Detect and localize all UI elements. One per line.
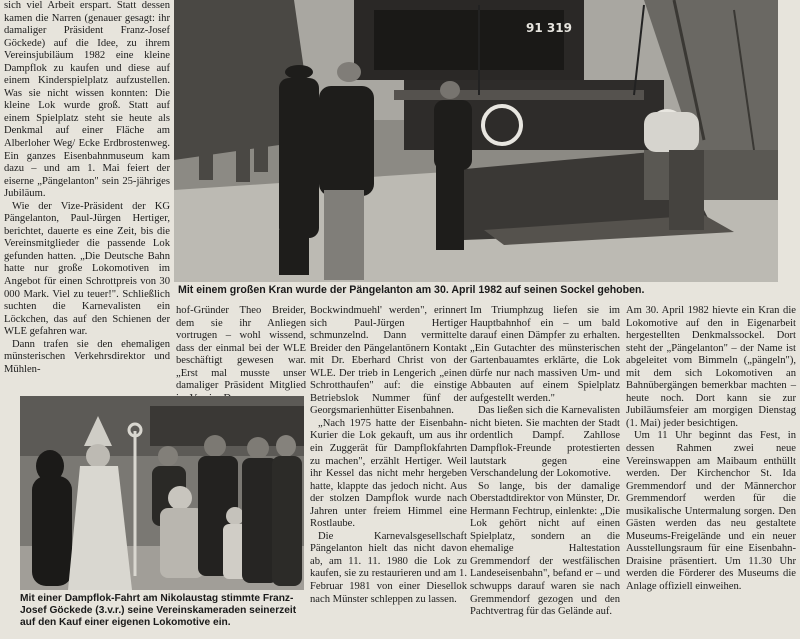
nikolaus-photo (20, 396, 304, 590)
locomotive-number: 91 319 (526, 21, 572, 35)
paragraph: hof-Gründer Theo Breider, dem sie ihr Anliegen vortrugen – wohl wissend, dass der einmal bei der WLE beschäftigt gewesen war. „Erst mal musste unser damaliger Präsident Mitglied (176, 305, 306, 392)
nikolaus-photo-caption: Mit einer Dampflok-Fahrt am Nikolaustag stimmte Franz-Josef Göckede (3.v.r.) seine Vereinskameraden seinerzeit auf den Kauf einer eigenen Lokomotive ein. (20, 593, 297, 628)
paragraph: sich viel Arbeit erspart. Statt dessen kamen die Narren (genauer gesagt: ihr damaliger Präsident Franz-Josef Göckede) auf die Idee, zu ihrem Vereinsjubiläum 1982 eine kleine Dampflok zu kaufen und diese auf einem Kinderspielplatz aufzustellen. Was sie nicht wissen konnten: Die kleine Lok wurde groß. Statt auf einem Spielplatz steht sie heute als Denkmal auf einer Fläche am Alberloher Weg/ Ecke Erdbrostenweg. Ein ganzes Eisenbahnmuseum kam dazu – und am 1. Mai feiert der eiserne „Pängelanton" sein 25-jähriges Jubiläum. (4, 0, 170, 200)
nikolaus-photo-image (20, 396, 304, 590)
article-column-2 (176, 305, 306, 393)
paragraph: Die Karnevalsgesellschaft Pängelanton hielt das nicht davon ab, am 11. 11. 1980 die Lok zu kaufen, sie zu restaurieren und am 1. Februar 1981 von einer Diesellok nach Münster schleppen zu lassen. (310, 530, 467, 605)
paragraph: So lange, bis der damalige Oberstadtdirektor von Münster, Dr. Hermann Fechtrup, einlenkte: „Die Lok gehört nicht auf einen Spielplatz, sondern an die ehemalige Haltestation Gremmendorf der westfälischen Landeseisenbahn", befand er – und schwupps darauf waren sie nach Gremmendorf gezogen und den Pachtvertrag für das Gelände auf. (470, 480, 620, 618)
article-column-1 (4, 0, 170, 392)
article-column-3 (310, 305, 467, 639)
locomotive-photo-caption: Mit einem großen Kran wurde der Pängelanton am 30. April 1982 auf seinen Sockel gehoben. (178, 284, 645, 296)
article-column-4 (470, 305, 620, 639)
locomotive-photo-image (174, 0, 778, 282)
article-column-5 (626, 305, 796, 639)
paragraph: Dann trafen sie den ehemaligen münsterischen Verkehrsdirektor und Mühlen- (4, 338, 170, 375)
paragraph: Bockwindmuehl' werden", erinnert sich Paul-Jürgen Hertiger schmunzelnd. Dann vermittelte Breider den Pängelantönern Kontakt mit Dr. Eberhard Christ von der WLE. Der trieb in Lengerich „einen Schrotthaufen" auf: die einstige Betriebslok Nummer fünf der Georgsmarienhütter Eisenbahnen. (310, 305, 467, 417)
paragraph: Um 11 Uhr beginnt das Fest, in dessen Rahmen zwei neue Vereinswappen am Maibaum enthüllt werden. Der Kirchenchor St. Ida Gremmendorf und der Männerchor Gremmendorf werden für die musikalische Untermalung sorgen. Den Gästen werden das neu gestaltete Museums-Freigelände und ein neuer Ausstellungsraum für eine Eisenbahn-Draisine präsentiert. Um 11.30 Uhr werden die Förderer des Museums die Anlage offiziell einweihen. (626, 430, 796, 593)
paragraph: „Nach 1975 hatte der Eisenbahn-Kurier die Lok gekauft, um aus ihr ein Zuggerät für Dampflokfahrten zu machen", erzählt Hertiger. Weil ihr Kessel das nicht mehr hergeben hatte, klappte das jedoch nicht. Aus der stolzen Dampflok wurde nach Jahren unter freiem Himmel eine Rostlaube. (310, 417, 467, 530)
paragraph: Am 30. April 1982 hievte ein Kran die Lokomotive auf den in Eigenarbeit hergestellten Denkmalssockel. Dort steht der „Pängelanton" – der Name ist abgeleitet vom Bimmeln („pängeln"), mit dem sich Lokomotiven an Bahnübergängen bemerkbar machten – heute noch. Dort kann sie zur Jubiläumsfeier am morgigen Dienstag (1. Mai) jeder besichtigen. (626, 305, 796, 429)
paragraph: Im Triumphzug liefen sie im Hauptbahnhof ein – um bald darauf einen Dämpfer zu erhalten. „Ein Gutachter des münsterischen Gartenbauamtes erklärte, die Lok dürfe nur nach massiven Um- und Abbauten auf einem Spielplatz aufgestellt werden." (470, 305, 620, 404)
paragraph: Wie der Vize-Präsident der KG Pängelanton, Paul-Jürgen Hertiger, berichtet, dauerte es eine Zeit, bis die Vereinsmitglieder die passende Lok gefunden hatten. „Die Deutsche Bahn hatte nur große Lokomotiven im Angebot für einen Schrottpreis von 30 000 Mark. Viel zu teuer!". Schließlich suchten die Karnevalisten ein Löckchen, das auf den Schienen der WLE gefahren war. (4, 200, 170, 338)
locomotive-photo (174, 0, 778, 282)
paragraph: Das ließen sich die Karnevalisten nicht bieten. Sie machten der Stadt ordentlich Dampf. Zahllose Dampflok-Freunde protestierten lautstark gegen eine Verschandelung der Lokomotive. (470, 405, 620, 480)
